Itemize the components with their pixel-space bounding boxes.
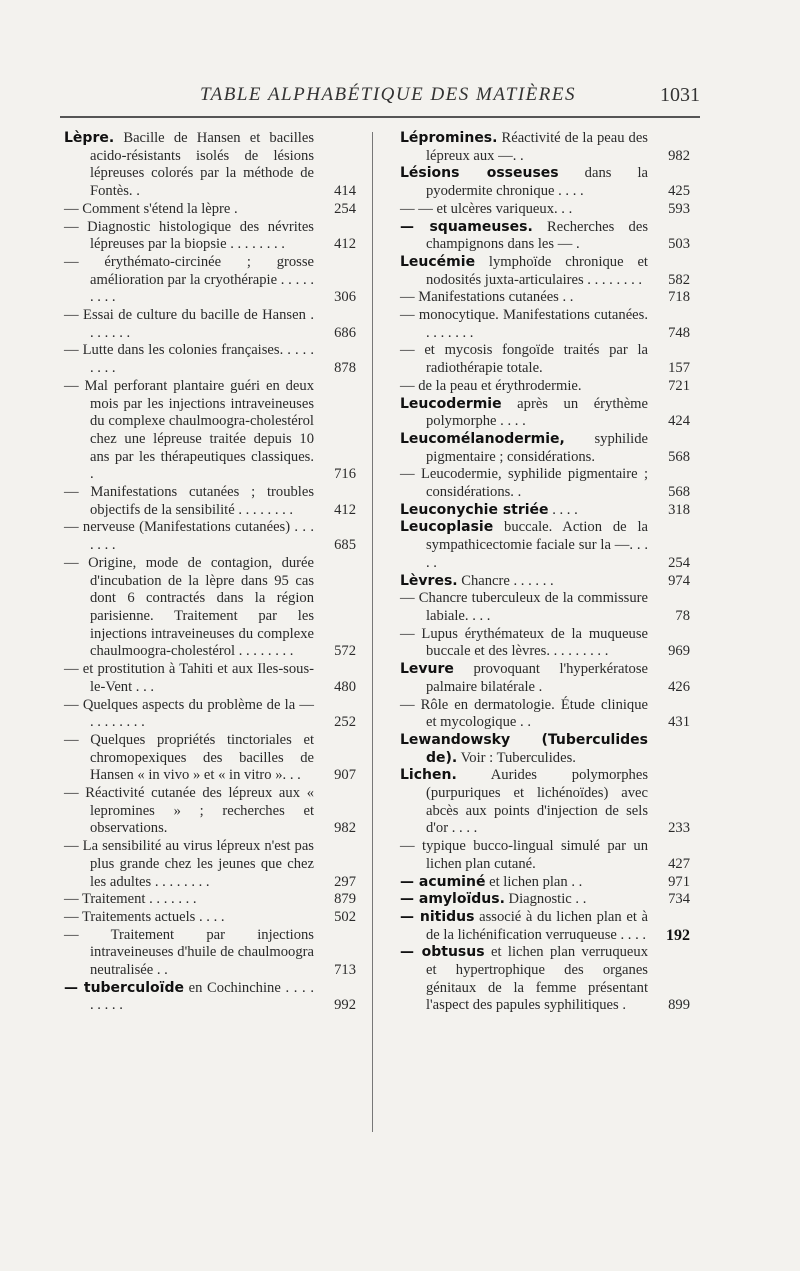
entry-text [400, 732, 648, 767]
entry-heading: Leucémie [400, 253, 476, 270]
entry-text [400, 573, 648, 591]
index-entry [64, 555, 356, 661]
entry-body: — Essai de culture du bacille de Hansen . . . . . . . [64, 307, 314, 341]
entry-text [64, 484, 314, 519]
entry-text [64, 697, 314, 732]
entry-page-number: 971 [668, 873, 690, 890]
entry-body: Voir : Tuberculides. [457, 749, 576, 766]
entry-body: en Cochinchine . . . . . . . . . [90, 979, 315, 1014]
entry-page-number: 982 [334, 820, 356, 837]
entry-page-number: 254 [334, 200, 356, 217]
entry-text [64, 130, 314, 201]
index-entry [400, 661, 690, 696]
entry-text [400, 307, 648, 342]
entry-heading: — squameuses. [400, 218, 533, 235]
entry-text [64, 219, 314, 254]
entry-page-number: 425 [668, 183, 690, 200]
entry-page-number: 748 [668, 324, 690, 341]
entry-page-number: 318 [668, 501, 690, 518]
entry-heading: — tuberculoïde [64, 979, 184, 996]
index-entry [64, 980, 356, 1015]
entry-text [64, 785, 314, 838]
entry-page-number: 572 [334, 643, 356, 660]
entry-page-number: 878 [334, 360, 356, 377]
entry-heading: Lèvres. [400, 572, 458, 589]
entry-heading: — acuminé [400, 873, 486, 890]
entry-page-number: 252 [334, 714, 356, 731]
entry-text [400, 466, 648, 501]
entry-text [64, 519, 314, 554]
entry-heading: Lewandowsky (Tuberculides de). [400, 731, 648, 766]
column-divider [372, 132, 373, 1132]
entry-page-number: 685 [334, 537, 356, 554]
entry-body: — Chancre tuberculeux de la commissure labiale. . . . [400, 590, 648, 624]
index-entry [64, 130, 356, 201]
entry-page-number: 582 [668, 271, 690, 288]
index-entry [400, 130, 690, 165]
entry-page-number: 306 [334, 289, 356, 306]
entry-page-number: 568 [668, 448, 690, 465]
entry-text [400, 891, 648, 909]
entry-body: — — et ulcères variqueux. . . [400, 200, 573, 217]
index-entry [400, 891, 690, 909]
entry-body: et lichen plan . . [485, 873, 583, 890]
entry-text [400, 502, 648, 520]
page-number: 1031 [660, 84, 700, 106]
entry-text [400, 201, 648, 219]
entry-text [400, 944, 648, 1015]
entry-body: — Leucodermie, syphilide pigmentaire ; considérations. . [400, 466, 648, 501]
index-entry [64, 891, 356, 909]
index-entry [64, 378, 356, 484]
entry-page-number: 503 [668, 236, 690, 253]
entry-page-number: 713 [334, 962, 356, 979]
entry-body: — Traitement par injections intraveineuses d'huile de chaulmoogra neutralisée . . [64, 926, 314, 979]
entry-heading: Leucomélanodermie, [400, 430, 565, 447]
index-entry [400, 165, 690, 200]
entry-page-number: 718 [668, 289, 690, 306]
entry-page-number: 974 [668, 572, 690, 589]
entry-page-number: 879 [334, 891, 356, 908]
entry-text [64, 909, 314, 927]
entry-text [400, 431, 648, 466]
index-entry [400, 573, 690, 591]
index-entry [64, 927, 356, 980]
running-header [60, 84, 700, 114]
entry-body: buccale. Action de la sympathicectomie faciale sur la —. . . . . [426, 519, 648, 571]
entry-heading: Lichen. [400, 767, 457, 784]
entry-text [64, 891, 314, 909]
index-entry [400, 590, 690, 625]
entry-page-number: 412 [334, 236, 356, 253]
entry-text [400, 626, 648, 661]
entry-page-number: 593 [668, 200, 690, 217]
entry-text [64, 378, 314, 484]
entry-body: — Réactivité cutanée des lépreux aux « lepromines » ; recherches et observations. [64, 785, 314, 837]
index-entry [64, 909, 356, 927]
index-entry [64, 342, 356, 377]
entry-body: associé à du lichen plan et à de la lichénification verruqueuse . . . . [426, 908, 648, 943]
entry-text [64, 927, 314, 980]
entry-text [400, 219, 648, 254]
entry-page-number: 568 [668, 484, 690, 501]
index-entry [400, 254, 690, 289]
entry-page-number: 254 [668, 554, 690, 571]
entry-body: — Mal perforant plantaire guéri en deux mois par les injections intraveineuses du complexe chaulmoogra-cholestérol chez une lépreuse traitée depuis 10 ans par les thérapeutiques classiques. . [64, 377, 314, 483]
entry-page-number: 297 [334, 873, 356, 890]
entry-body: — Rôle en dermatologie. Étude clinique et mycologique . . [400, 696, 648, 731]
index-entry [400, 697, 690, 732]
entry-page-number: 721 [668, 377, 690, 394]
index-entry [400, 201, 690, 219]
entry-page-number: 907 [334, 767, 356, 784]
index-entry [400, 874, 690, 892]
entry-body: — Lutte dans les colonies françaises. . . . . . . . . [64, 342, 314, 377]
entry-page-number: 716 [334, 466, 356, 483]
entry-body: lymphoïde chronique et nodosités juxta-articulaires . . . . . . . . [426, 253, 648, 288]
index-entry [400, 502, 690, 520]
entry-text [64, 838, 314, 891]
entry-page-number: 426 [668, 678, 690, 695]
index-entry [400, 838, 690, 873]
entry-body: — de la peau et érythrodermie. [400, 377, 582, 394]
entry-body: — La sensibilité au virus lépreux n'est pas plus grande chez les jeunes que chez les adultes . . . . . . . . [64, 838, 314, 890]
index-entry [400, 289, 690, 307]
entry-text [64, 307, 314, 342]
entry-body: Diagnostic . . [504, 891, 587, 908]
entry-text [400, 874, 648, 892]
entry-body: — Traitement . . . . . . . [64, 891, 197, 908]
index-entry [400, 396, 690, 431]
entry-text [400, 909, 648, 944]
header-title: TABLE ALPHABÉTIQUE DES MATIÈRES [200, 84, 576, 105]
entry-text [64, 661, 314, 696]
entry-page-number: 992 [334, 997, 356, 1014]
right-column [400, 130, 690, 1015]
entry-text [400, 254, 648, 289]
index-entry [400, 307, 690, 342]
entry-text [64, 254, 314, 307]
index-entry [400, 466, 690, 501]
entry-body: — Lupus érythémateux de la muqueuse buccale et des lèvres. . . . . . . . . [400, 625, 648, 660]
entry-heading: Leucoplasie [400, 519, 494, 536]
index-entry [64, 307, 356, 342]
entry-page-number: 480 [334, 678, 356, 695]
entry-page-number: 414 [334, 183, 356, 200]
entry-text [400, 130, 648, 165]
entry-heading: Levure [400, 661, 454, 678]
entry-body: Bacille de Hansen et bacilles acido-résistants isolés de lésions lépreuses colorés par la méthode de Fontès. . [90, 130, 314, 200]
entry-text [400, 661, 648, 696]
entry-page-number: 427 [668, 855, 690, 872]
entry-page-number: 233 [668, 820, 690, 837]
index-entry [64, 785, 356, 838]
index-entry [400, 732, 690, 767]
entry-page-number: 78 [675, 607, 690, 624]
entry-body: Recherches des champignons dans les — . [426, 218, 648, 253]
entry-body: — Diagnostic histologique des névrites lépreuses par la biopsie . . . . . . . . [64, 218, 314, 253]
entry-heading: — nitidus [400, 908, 475, 925]
index-entry [64, 519, 356, 554]
entry-body: après un érythème polymorphe . . . . [426, 395, 648, 430]
index-entry [64, 219, 356, 254]
index-entry [400, 378, 690, 396]
entry-page-number: 424 [668, 413, 690, 430]
entry-text [400, 838, 648, 873]
entry-body: provoquant l'hyperkératose palmaire bilatérale . [426, 661, 648, 695]
index-entry [400, 944, 690, 1015]
entry-body: syphilide pigmentaire ; considérations. [426, 430, 648, 465]
entry-body: — Quelques aspects du problème de la — . . . . . . . . [64, 696, 314, 731]
entry-text [64, 732, 314, 785]
entry-body: . . . . [548, 501, 578, 518]
entry-text [400, 342, 648, 377]
entry-text [64, 342, 314, 377]
entry-text [400, 289, 648, 307]
index-entry [64, 484, 356, 519]
entry-page-number: 502 [334, 908, 356, 925]
entry-text [400, 165, 648, 200]
entry-text [400, 396, 648, 431]
index-entry [400, 626, 690, 661]
entry-page-number: 192 [666, 926, 690, 944]
entry-body: — Comment s'étend la lèpre . [64, 200, 238, 217]
index-entry [64, 254, 356, 307]
entry-body: dans la pyodermite chronique . . . . [426, 165, 648, 200]
entry-body: — nerveuse (Manifestations cutanées) . . . . . . . [64, 519, 314, 554]
entry-page-number: 734 [668, 891, 690, 908]
index-entry [400, 342, 690, 377]
index-entry [64, 661, 356, 696]
entry-body: — Manifestations cutanées ; troubles objectifs de la sensibilité . . . . . . . . [64, 484, 314, 518]
entry-text [400, 590, 648, 625]
index-entry [400, 767, 690, 838]
entry-body: Réactivité de la peau des lépreux aux —. . [426, 130, 648, 164]
entry-body: — monocytique. Manifestations cutanées. . . . . . . . [400, 307, 648, 341]
entry-body: Chancre . . . . . . [457, 572, 554, 589]
entry-body: — et prostitution à Tahiti et aux Iles-sous-le-Vent . . . [64, 661, 314, 695]
entry-body: — Origine, mode de contagion, durée d'incubation de la lèpre dans 95 cas dont 6 contractés dans la région parisienne. Traitement par les injections intraveineuses du complexe chaulmoogra-cholestérol . . . . . . . . [64, 554, 314, 660]
entry-heading: Leucodermie [400, 395, 502, 412]
entry-body: — et mycosis fongoïde traités par la radiothérapie totale. [400, 342, 648, 377]
entry-text [64, 201, 314, 219]
entry-page-number: 431 [668, 714, 690, 731]
entry-text [400, 519, 648, 572]
index-entry [64, 201, 356, 219]
entry-body: et lichen plan verruqueux et hypertrophique des organes génitaux de la femme présentant l'aspect des papules syphilitiques . [426, 944, 648, 1014]
entry-page-number: 982 [668, 147, 690, 164]
entry-text [400, 697, 648, 732]
entry-heading: Lépromines. [400, 130, 498, 146]
entry-page-number: 412 [334, 501, 356, 518]
entry-heading: Lèpre. [64, 130, 115, 146]
entry-body: — typique bucco-lingual simulé par un lichen plan cutané. [400, 838, 648, 872]
entry-heading: — obtusus [400, 944, 485, 961]
index-entry [400, 519, 690, 572]
entry-body: — Traitements actuels . . . . [64, 908, 225, 925]
index-entry [64, 732, 356, 785]
entry-heading: Lésions osseuses [400, 165, 559, 182]
entry-page-number: 899 [668, 997, 690, 1014]
entry-text [64, 555, 314, 661]
header-rule [60, 116, 700, 118]
index-entry [400, 219, 690, 254]
entry-body: — érythémato-circinée ; grosse amélioration par la cryothérapie . . . . . . . . . [64, 253, 314, 306]
entry-text [64, 980, 314, 1015]
entry-body: Aurides polymorphes (purpuriques et lichénoïdes) avec abcès aux points d'injection de sels d'or . . . . [426, 767, 648, 837]
entry-text [400, 767, 648, 838]
entry-page-number: 969 [668, 643, 690, 660]
entry-text [400, 378, 648, 396]
index-entry [400, 909, 690, 944]
entry-heading: — amyloïdus. [400, 891, 505, 908]
entry-heading: Leuconychie striée [400, 501, 549, 518]
entry-body: — Manifestations cutanées . . [400, 289, 574, 306]
index-entry [64, 697, 356, 732]
entry-page-number: 157 [668, 360, 690, 377]
left-column [64, 130, 356, 1015]
entry-body: — Quelques propriétés tinctoriales et chromopexiques des bacilles de Hansen « in vivo » et « in vitro ». . . [64, 731, 314, 784]
index-entry [64, 838, 356, 891]
entry-page-number: 686 [334, 324, 356, 341]
index-entry [400, 431, 690, 466]
